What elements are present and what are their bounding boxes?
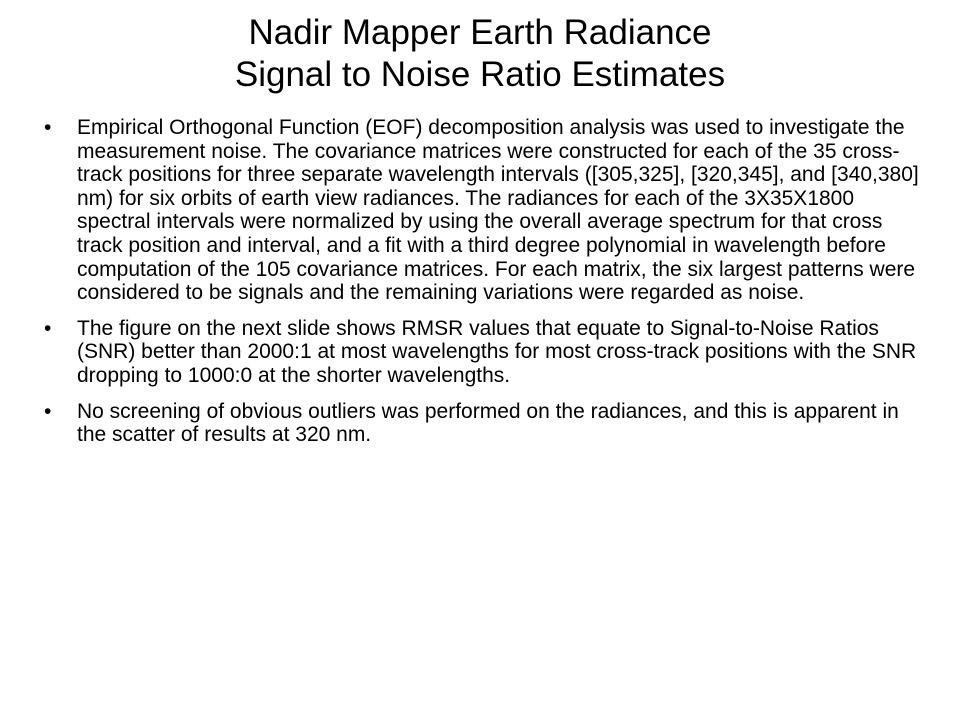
bullet-dot-icon: • <box>44 316 52 340</box>
bullet-item-outliers <box>44 400 928 447</box>
bullet-item-eof-analysis <box>44 116 928 305</box>
bullet-text: No screening of obvious outliers was performed on the radiances, and this is apparent in the scatter of results at 320 nm. <box>77 399 899 447</box>
slide-title-line-2: Signal to Noise Ratio Estimates <box>234 55 726 94</box>
bullet-list <box>44 116 928 459</box>
slide-title-line-1: Nadir Mapper Earth Radiance <box>248 13 712 52</box>
bullet-dot-icon: • <box>44 116 52 139</box>
bullet-item-snr-figure <box>44 317 928 388</box>
bullet-dot-icon: • <box>44 399 52 423</box>
slide-title <box>40 12 920 96</box>
bullet-text: The figure on the next slide shows RMSR values that equate to Signal-to-Noise Ratios (SNR) better than 2000:1 at most wavelengths for most cross-track positions with the SNR dropping to 1000:0 at the shorter wavelengths. <box>77 316 917 387</box>
bullet-text: Empirical Orthogonal Function (EOF) decomposition analysis was used to investigate the measurement noise. The covariance matrices were constructed for each of the 35 cross-track positions for three separate wavelength intervals ([305,325], [320,345], and [340,380] nm) for six orbits of earth view radiances. The radiances for each of the 3X35X1800 spectral intervals were normalized by using the overall average spectrum for that cross track position and interval, and a fit with a third degree polynomial in wavelength before computation of the 105 covariance matrices. For each matrix, the six largest patterns were considered to be signals and the remaining variations were regarded as noise. <box>77 116 919 305</box>
